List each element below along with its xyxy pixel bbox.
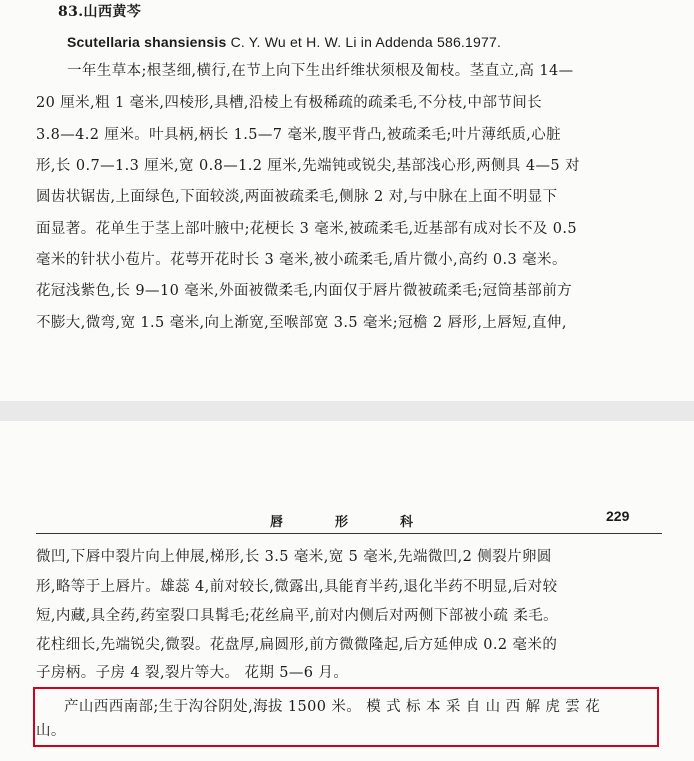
red-highlight-box [33,687,659,747]
description-line: 圆齿状锯齿,上面绿色,下面较淡,两面被疏柔毛,侧脉 2 对,与中脉在上面不明显下 [36,189,558,205]
bottom-page [0,421,694,761]
page-number: 229 [606,508,630,524]
description-line: 3.8—4.2 厘米。叶具柄,柄长 1.5—7 毫米,腹平背凸,被疏柔毛;叶片薄纸质,心脏 [36,127,562,143]
running-head: 唇形科 [270,515,466,530]
header-rule [36,533,662,534]
description-line: 花冠浅紫色,长 9—10 毫米,外面被微柔毛,内面仅于唇片微被疏柔毛;冠筒基部前方 [36,283,573,299]
description-line: 短,内藏,具全药,药室裂口具髯毛;花丝扁平,前对内侧后对两侧下部被小疏 柔毛。 [36,608,559,624]
description-line: 毫米的针状小苞片。花萼开花时长 3 毫米,被小疏柔毛,盾片微小,高约 0.3 毫米。 [36,252,567,268]
description-line: 子房柄。子房 4 裂,裂片等大。 花期 5—6 月。 [36,665,349,681]
description-line: 花柱细长,先端锐尖,微裂。花盘厚,扁圆形,前方微微隆起,后方延伸成 0.2 毫米的 [36,637,558,653]
description-line: 一年生草本;根茎细,横行,在节上向下生出纤维状须根及匍枝。茎直立,高 14— [67,63,574,79]
entry-heading: 83.山西黄芩 [58,4,142,20]
description-line: 微凹,下唇中裂片向上伸展,梯形,长 3.5 毫米,宽 5 毫米,先端微凹,2 侧裂片卵圆 [36,549,552,565]
description-line: 形,长 0.7—1.3 厘米,宽 0.8—1.2 厘米,先端钝或锐尖,基部浅心形,两侧具 4—5 对 [36,158,580,174]
distribution-line: 山。 [36,723,66,739]
description-line: 20 厘米,粗 1 毫米,四棱形,具槽,沿棱上有极稀疏的疏柔毛,不分枝,中部节间长 [36,95,543,111]
species-name [67,32,501,52]
description-line: 形,略等于上唇片。雄蕊 4,前对较长,微露出,具能育半药,退化半药不明显,后对较 [36,579,558,595]
species-latin: Scutellaria shansiensis [67,34,227,50]
distribution-line: 产山西西南部;生于沟谷阴处,海拔 1500 米。 模 式 标 本 采 自 山 西 解 虎 雲 花 [64,699,601,715]
species-authority: C. Y. Wu et H. W. Li in Addenda 586.1977. [230,34,502,50]
description-line: 面显著。花单生于茎上部叶腋中;花梗长 3 毫米,被疏柔毛,近基部有成对长不及 0.5 [36,221,578,237]
description-line: 不膨大,微弯,宽 1.5 毫米,向上渐宽,至喉部宽 3.5 毫米;冠檐 2 唇形,上唇短,直伸, [36,315,567,331]
